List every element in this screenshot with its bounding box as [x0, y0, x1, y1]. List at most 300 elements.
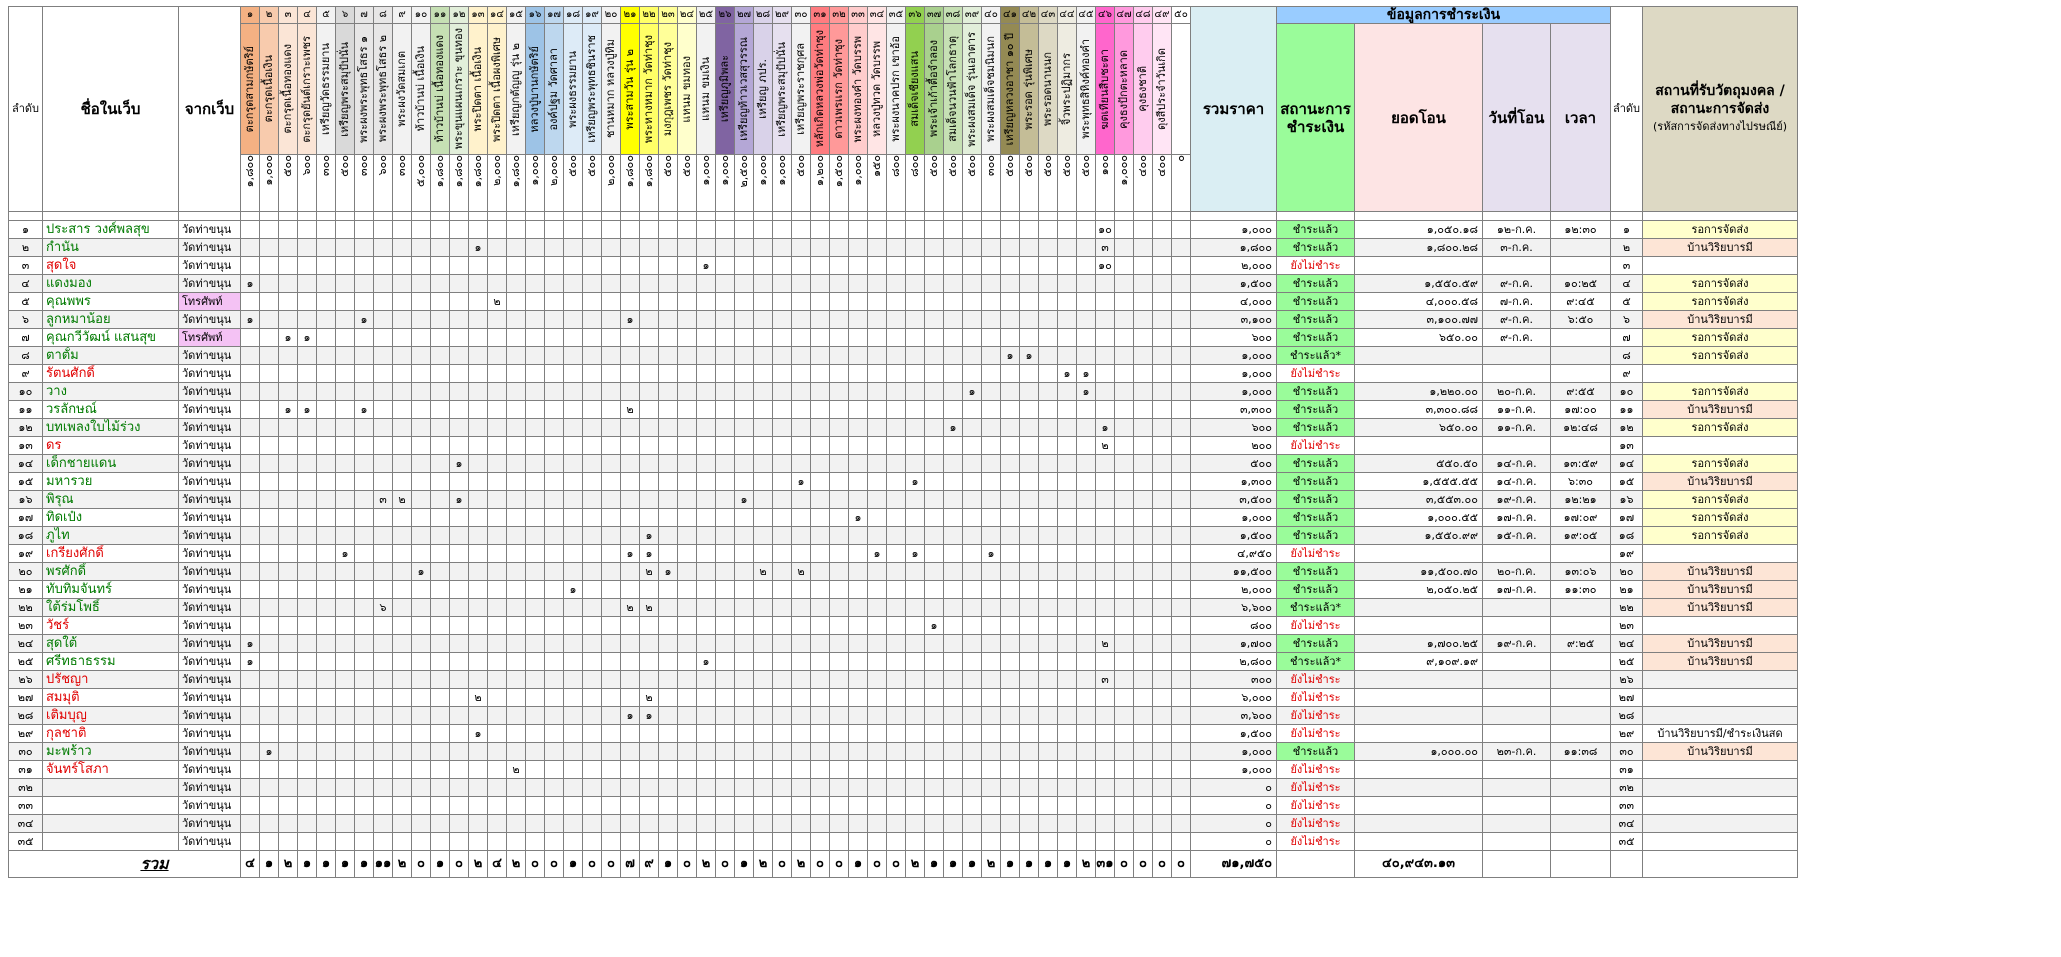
qty-cell [374, 653, 393, 671]
table-row [9, 671, 1798, 689]
qty-cell [1039, 635, 1058, 653]
item-number: ๑๒ [450, 7, 469, 24]
qty-cell [336, 509, 355, 527]
item-name-cell [963, 24, 982, 155]
qty-cell [488, 311, 507, 329]
row-time [1551, 347, 1611, 365]
qty-cell [488, 635, 507, 653]
qty-cell [279, 689, 298, 707]
qty-cell [488, 437, 507, 455]
qty-cell [602, 707, 621, 725]
qty-cell [317, 617, 336, 635]
item-name-cell [887, 24, 906, 155]
qty-cell [355, 527, 374, 545]
qty-cell [298, 563, 317, 581]
qty-cell [1077, 581, 1096, 599]
qty-cell [830, 437, 849, 455]
qty-cell [355, 689, 374, 707]
item-name: ดาวเพรเเรก วัดท่าซุง [832, 39, 845, 139]
item-number: ๕ [317, 7, 336, 24]
qty-cell [830, 545, 849, 563]
qty-cell [678, 491, 697, 509]
qty-cell [431, 311, 450, 329]
qty-cell [450, 797, 469, 815]
qty-cell [887, 581, 906, 599]
qty-cell [583, 545, 602, 563]
qty-cell [488, 401, 507, 419]
qty-cell [1115, 221, 1134, 239]
qty-cell [526, 833, 545, 851]
qty-cell [507, 653, 526, 671]
qty-cell [963, 329, 982, 347]
qty-cell [1096, 617, 1115, 635]
item-number: ๙ [393, 7, 412, 24]
qty-cell [336, 257, 355, 275]
qty-cell [887, 311, 906, 329]
qty-cell [1058, 743, 1077, 761]
qty-cell: ๑ [640, 527, 659, 545]
qty-cell [944, 455, 963, 473]
qty-cell [868, 527, 887, 545]
qty-cell [355, 581, 374, 599]
qty-cell [811, 707, 830, 725]
qty-cell [1134, 257, 1153, 275]
row-time: ๙:๕๕ [1551, 383, 1611, 401]
qty-cell [849, 383, 868, 401]
row-total: ๑,๕๐๐ [1191, 275, 1277, 293]
totals-item-count: ๒ [982, 851, 1001, 878]
qty-cell [1134, 563, 1153, 581]
row-seq-right: ๒๐ [1611, 563, 1643, 581]
qty-cell [507, 383, 526, 401]
qty-cell [260, 779, 279, 797]
row-name: ศรีทธาธรรม [43, 653, 179, 671]
qty-cell [1077, 437, 1096, 455]
qty-cell: ๑ [298, 401, 317, 419]
qty-cell [393, 401, 412, 419]
qty-cell [1115, 239, 1134, 257]
qty-cell [526, 257, 545, 275]
qty-cell [716, 365, 735, 383]
qty-cell [564, 365, 583, 383]
qty-cell [868, 239, 887, 257]
row-source: วัดท่าขนุน [179, 491, 241, 509]
qty-cell [868, 671, 887, 689]
qty-cell [450, 815, 469, 833]
qty-cell [963, 563, 982, 581]
row-time: ๑๑:๓๐ [1551, 581, 1611, 599]
table-row [9, 743, 1798, 761]
item-name-cell [317, 24, 336, 155]
qty-cell [469, 257, 488, 275]
row-date: ๒๓-ก.ค. [1483, 743, 1551, 761]
qty-cell [811, 311, 830, 329]
qty-cell [507, 347, 526, 365]
qty-cell [925, 455, 944, 473]
qty-cell [1134, 365, 1153, 383]
qty-cell [640, 617, 659, 635]
qty-cell: ๑ [868, 545, 887, 563]
row-date [1483, 725, 1551, 743]
qty-cell [1153, 599, 1172, 617]
qty-cell [412, 275, 431, 293]
qty-cell [621, 437, 640, 455]
qty-cell [393, 383, 412, 401]
qty-cell [602, 509, 621, 527]
qty-cell: ๑ [450, 455, 469, 473]
spacer-cell [1643, 212, 1798, 221]
row-amount [1355, 617, 1483, 635]
qty-cell [336, 383, 355, 401]
qty-cell [374, 779, 393, 797]
qty-cell [355, 833, 374, 851]
qty-cell [906, 239, 925, 257]
row-seq: ๓๑ [9, 761, 43, 779]
qty-cell [545, 221, 564, 239]
qty-cell [697, 599, 716, 617]
qty-cell [944, 473, 963, 491]
row-source: วัดท่าขนุน [179, 617, 241, 635]
qty-cell [431, 815, 450, 833]
qty-cell [716, 689, 735, 707]
qty-cell [1058, 257, 1077, 275]
row-pay-status: ยังไม่ชำระ [1277, 365, 1355, 383]
qty-cell [450, 311, 469, 329]
qty-cell [412, 347, 431, 365]
qty-cell [336, 653, 355, 671]
qty-cell [488, 383, 507, 401]
qty-cell [583, 707, 602, 725]
qty-cell [1134, 509, 1153, 527]
row-total: ๐ [1191, 779, 1277, 797]
qty-cell [773, 797, 792, 815]
qty-cell [1020, 455, 1039, 473]
qty-cell [887, 689, 906, 707]
qty-cell [1115, 797, 1134, 815]
qty-cell [260, 545, 279, 563]
qty-cell [830, 509, 849, 527]
item-number: ๑๕ [507, 7, 526, 24]
qty-cell [260, 617, 279, 635]
qty-cell [773, 329, 792, 347]
qty-cell [469, 707, 488, 725]
qty-cell [868, 401, 887, 419]
qty-cell [1134, 275, 1153, 293]
qty-cell [811, 545, 830, 563]
qty-cell [678, 419, 697, 437]
item-price: ๔๐๐ [1136, 155, 1149, 177]
table-row [9, 581, 1798, 599]
row-seq: ๑๑ [9, 401, 43, 419]
row-time: ๑๒:๓๐ [1551, 221, 1611, 239]
qty-cell [317, 815, 336, 833]
qty-cell [678, 239, 697, 257]
qty-cell [469, 491, 488, 509]
row-source: วัดท่าขนุน [179, 221, 241, 239]
item-price-cell [488, 155, 507, 212]
qty-cell [640, 437, 659, 455]
item-name: หลวงปู่ทวด วัดบรรพ [870, 41, 883, 137]
qty-cell [488, 707, 507, 725]
qty-cell [1172, 221, 1191, 239]
qty-cell [754, 419, 773, 437]
qty-cell [792, 797, 811, 815]
qty-cell [583, 275, 602, 293]
item-price-cell [925, 155, 944, 212]
qty-cell [1115, 491, 1134, 509]
qty-cell [792, 275, 811, 293]
qty-cell [621, 491, 640, 509]
qty-cell [792, 671, 811, 689]
qty-cell [393, 833, 412, 851]
qty-cell [298, 653, 317, 671]
qty-cell [982, 491, 1001, 509]
totals-item-count: ๑ [1020, 851, 1039, 878]
row-time: ๑๑:๓๘ [1551, 743, 1611, 761]
qty-cell [868, 347, 887, 365]
table-row [9, 707, 1798, 725]
qty-cell [735, 257, 754, 275]
qty-cell [298, 797, 317, 815]
row-date [1483, 761, 1551, 779]
qty-cell [811, 527, 830, 545]
item-name-cell [1096, 24, 1115, 155]
qty-cell [260, 257, 279, 275]
item-number: ๒๕ [697, 7, 716, 24]
qty-cell [887, 257, 906, 275]
row-date: ๑๙-ก.ค. [1483, 491, 1551, 509]
qty-cell [659, 545, 678, 563]
qty-cell [773, 671, 792, 689]
qty-cell [1153, 329, 1172, 347]
qty-cell [1115, 311, 1134, 329]
row-pay-status: ชำระแล้ว* [1277, 347, 1355, 365]
qty-cell [412, 743, 431, 761]
row-amount: ๑,๐๕๐.๑๘ [1355, 221, 1483, 239]
qty-cell [773, 635, 792, 653]
qty-cell [963, 599, 982, 617]
row-location [1643, 671, 1798, 689]
qty-cell [1134, 527, 1153, 545]
item-name-cell [982, 24, 1001, 155]
qty-cell [1153, 401, 1172, 419]
item-price-cell [450, 155, 469, 212]
qty-cell [1153, 293, 1172, 311]
qty-cell [716, 473, 735, 491]
qty-cell [317, 509, 336, 527]
qty-cell [602, 365, 621, 383]
qty-cell [564, 635, 583, 653]
qty-cell [716, 527, 735, 545]
qty-cell [507, 617, 526, 635]
row-seq-right: ๑๙ [1611, 545, 1643, 563]
qty-cell [450, 293, 469, 311]
qty-cell [298, 221, 317, 239]
item-price-cell [602, 155, 621, 212]
qty-cell [241, 365, 260, 383]
totals-item-count: ๐ [1134, 851, 1153, 878]
row-date [1483, 599, 1551, 617]
qty-cell [393, 293, 412, 311]
row-seq-right: ๑๕ [1611, 473, 1643, 491]
qty-cell [868, 329, 887, 347]
qty-cell [925, 563, 944, 581]
qty-cell [944, 797, 963, 815]
row-date [1483, 689, 1551, 707]
qty-cell [811, 797, 830, 815]
row-name: กุลชาติ [43, 725, 179, 743]
qty-cell [659, 329, 678, 347]
qty-cell [678, 437, 697, 455]
qty-cell [1134, 761, 1153, 779]
qty-cell [602, 743, 621, 761]
item-price: ๑,๐๐๐ [775, 155, 788, 186]
item-number: ๑๗ [545, 7, 564, 24]
row-amount [1355, 365, 1483, 383]
qty-cell [1115, 635, 1134, 653]
qty-cell [1134, 797, 1153, 815]
qty-cell [659, 653, 678, 671]
item-name-cell [298, 24, 317, 155]
qty-cell [336, 761, 355, 779]
qty-cell [773, 311, 792, 329]
item-price-cell [412, 155, 431, 212]
qty-cell [735, 707, 754, 725]
row-name: บทเพลงใบไม้ร่วง [43, 419, 179, 437]
qty-cell [1001, 509, 1020, 527]
qty-cell [678, 635, 697, 653]
qty-cell [1172, 725, 1191, 743]
qty-cell [830, 581, 849, 599]
item-price: ๕๐๐ [1022, 155, 1035, 177]
qty-cell [298, 437, 317, 455]
spacer-cell [1077, 212, 1096, 221]
qty-cell [1039, 275, 1058, 293]
row-seq: ๑๒ [9, 419, 43, 437]
row-location: รอการจัดส่ง [1643, 329, 1798, 347]
qty-cell [241, 455, 260, 473]
qty-cell [469, 311, 488, 329]
qty-cell [241, 437, 260, 455]
item-name: พระผงสมเด็จ รุ่นเอาตาร [965, 31, 978, 147]
table-row [9, 833, 1798, 851]
qty-cell [1039, 617, 1058, 635]
item-number: ๔๔ [1058, 7, 1077, 24]
qty-cell [659, 293, 678, 311]
qty-cell [792, 599, 811, 617]
qty-cell [241, 221, 260, 239]
qty-cell [450, 833, 469, 851]
row-amount: ๑,๕๕๐.๙๙ [1355, 527, 1483, 545]
qty-cell [355, 293, 374, 311]
qty-cell [336, 491, 355, 509]
qty-cell [830, 707, 849, 725]
qty-cell [298, 347, 317, 365]
qty-cell [906, 365, 925, 383]
row-total: ๕๐๐ [1191, 455, 1277, 473]
qty-cell [735, 293, 754, 311]
qty-cell [849, 815, 868, 833]
qty-cell [773, 401, 792, 419]
qty-cell [1115, 707, 1134, 725]
qty-cell [1153, 815, 1172, 833]
qty-cell [355, 473, 374, 491]
qty-cell [1077, 671, 1096, 689]
qty-cell [735, 635, 754, 653]
qty-cell [583, 689, 602, 707]
qty-cell [336, 365, 355, 383]
row-location: รอการจัดส่ง [1643, 383, 1798, 401]
qty-cell [1153, 671, 1172, 689]
qty-cell [602, 599, 621, 617]
qty-cell [260, 329, 279, 347]
qty-cell [355, 545, 374, 563]
qty-cell [241, 761, 260, 779]
qty-cell [1020, 563, 1039, 581]
item-price-cell [735, 155, 754, 212]
item-number: ๔๕ [1077, 7, 1096, 24]
qty-cell [488, 509, 507, 527]
qty-cell [1134, 347, 1153, 365]
qty-cell [412, 311, 431, 329]
qty-cell [678, 527, 697, 545]
qty-cell [374, 581, 393, 599]
item-price: ๑,๐๐๐ [262, 155, 275, 186]
qty-cell [602, 527, 621, 545]
qty-cell [507, 311, 526, 329]
qty-cell [431, 761, 450, 779]
table-row [9, 545, 1798, 563]
qty-cell [583, 437, 602, 455]
qty-cell [545, 257, 564, 275]
row-seq: ๒๐ [9, 563, 43, 581]
qty-cell [393, 545, 412, 563]
qty-cell [716, 815, 735, 833]
qty-cell [678, 275, 697, 293]
qty-cell [469, 275, 488, 293]
qty-cell [431, 617, 450, 635]
qty-cell [792, 545, 811, 563]
qty-cell [621, 455, 640, 473]
item-number: ๒๔ [678, 7, 697, 24]
qty-cell [906, 635, 925, 653]
qty-cell [678, 545, 697, 563]
qty-cell [849, 743, 868, 761]
qty-cell [412, 617, 431, 635]
qty-cell [773, 509, 792, 527]
qty-cell [1096, 383, 1115, 401]
item-price: ๕๐๐ [338, 155, 351, 177]
qty-cell [317, 689, 336, 707]
totals-item-count: ๙ [640, 851, 659, 878]
qty-cell [811, 275, 830, 293]
qty-cell [982, 581, 1001, 599]
row-time [1551, 653, 1611, 671]
qty-cell [1020, 833, 1039, 851]
item-price-cell [260, 155, 279, 212]
qty-cell [1020, 509, 1039, 527]
qty-cell [1001, 401, 1020, 419]
qty-cell [355, 653, 374, 671]
spacer-cell [868, 212, 887, 221]
qty-cell [260, 797, 279, 815]
qty-cell [564, 491, 583, 509]
qty-cell [526, 383, 545, 401]
qty-cell [355, 617, 374, 635]
row-location: บ้านวิริยบารมี [1643, 653, 1798, 671]
totals-item-count: ๐ [526, 851, 545, 878]
qty-cell [754, 311, 773, 329]
